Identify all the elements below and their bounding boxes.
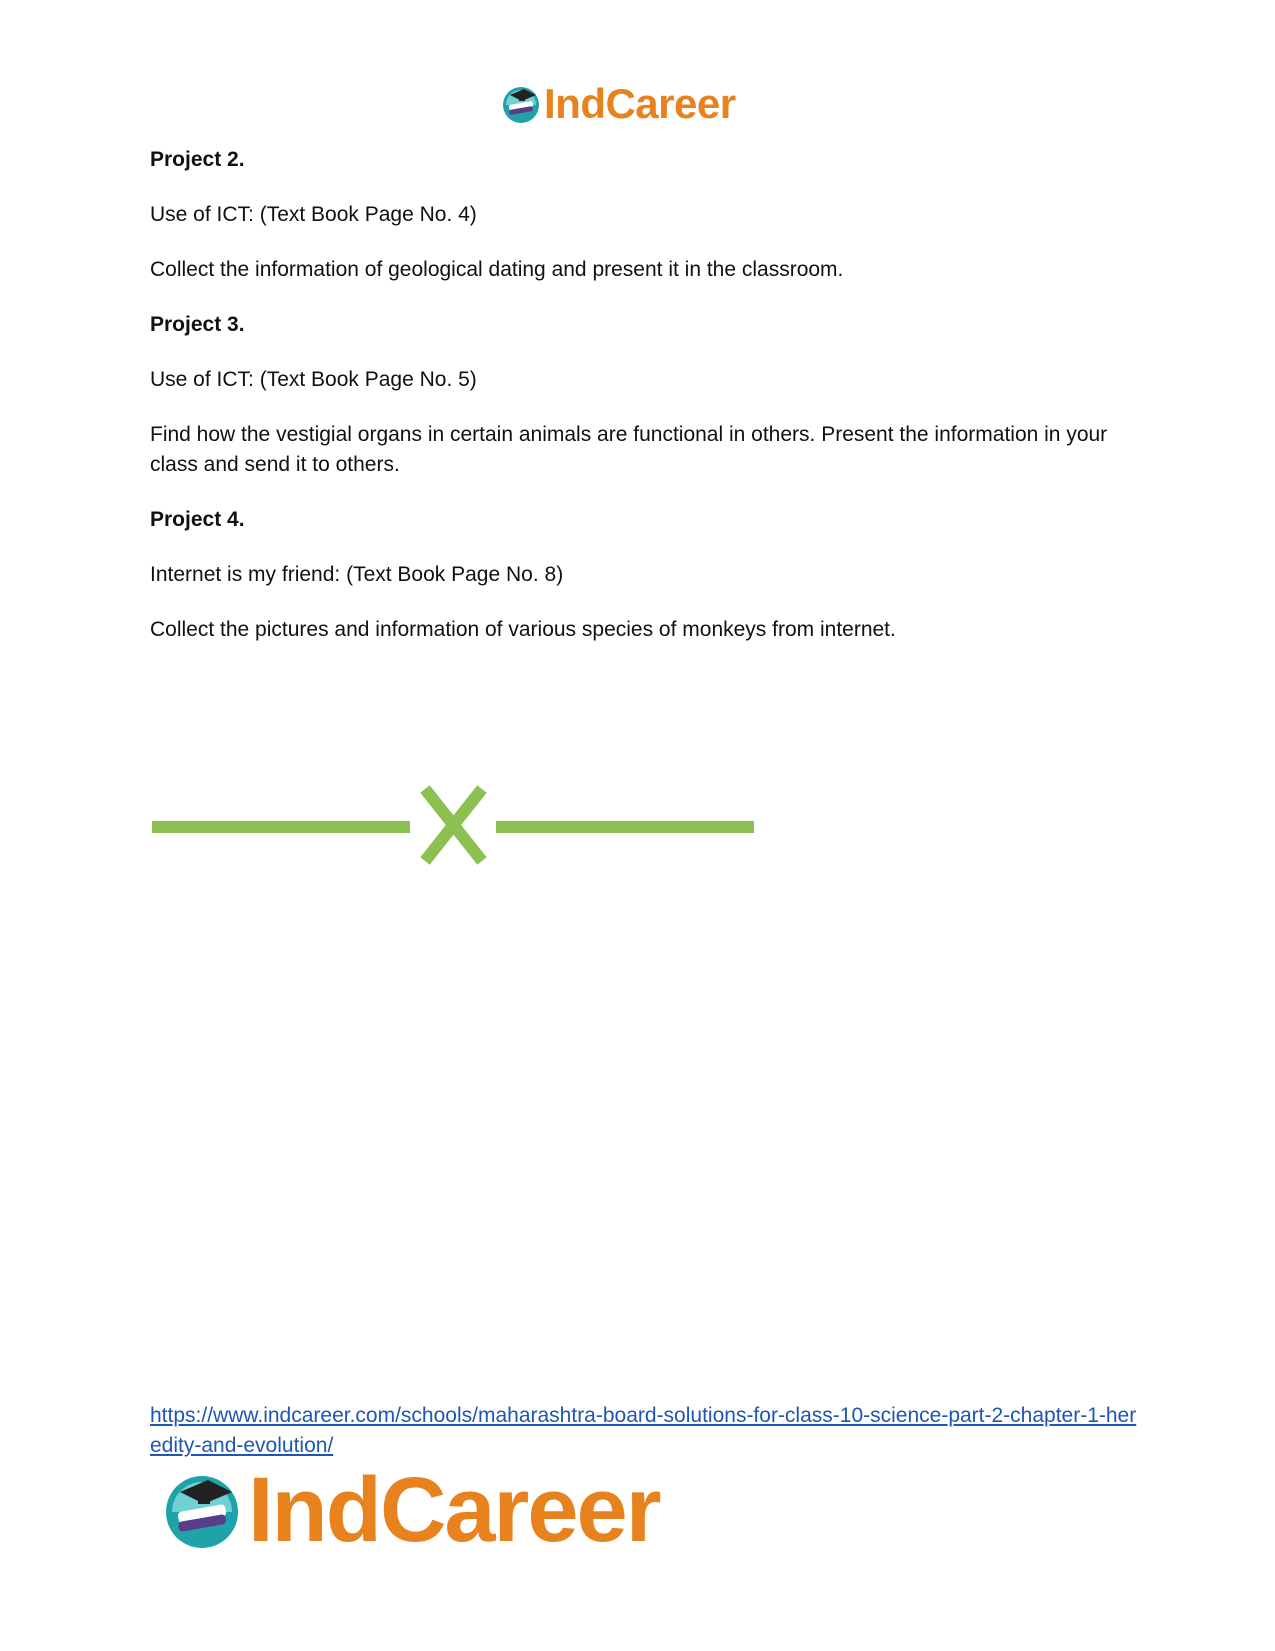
project-2-ict-line: Use of ICT: (Text Book Page No. 4) [150, 203, 477, 226]
project-2-description: Collect the information of geological dating and present it in the classroom. [150, 258, 844, 281]
header-logo-text: IndCareer [544, 80, 736, 127]
project-4-heading: Project 4. [150, 508, 245, 531]
globe-book-logo-icon [500, 83, 542, 125]
project-3-ict-line: Use of ICT: (Text Book Page No. 5) [150, 368, 477, 391]
separator-right-line [496, 821, 754, 833]
project-4-description: Collect the pictures and information of various species of monkeys from internet. [150, 618, 896, 641]
document-body [150, 145, 1130, 670]
globe-book-logo-icon [160, 1468, 244, 1552]
project-2-heading: Project 2. [150, 148, 245, 171]
section-separator [150, 785, 754, 865]
project-3-description: Find how the vestigial organs in certain animals are functional in others. Present the information in your class and send it to others. [150, 423, 1108, 476]
separator-x-icon [425, 789, 482, 861]
project-3-heading: Project 3. [150, 313, 245, 336]
separator-left-line [152, 821, 410, 833]
project-4-internet-line: Internet is my friend: (Text Book Page No. 8) [150, 563, 564, 586]
footer-logo [160, 1459, 660, 1561]
footer-logo-text: IndCareer [248, 1459, 660, 1561]
source-url-link[interactable]: https://www.indcareer.com/schools/maharashtra-board-solutions-for-class-10-science-part-2-chapter-1-heredity-and-evolution/ [150, 1404, 1137, 1457]
header-logo [500, 80, 736, 128]
